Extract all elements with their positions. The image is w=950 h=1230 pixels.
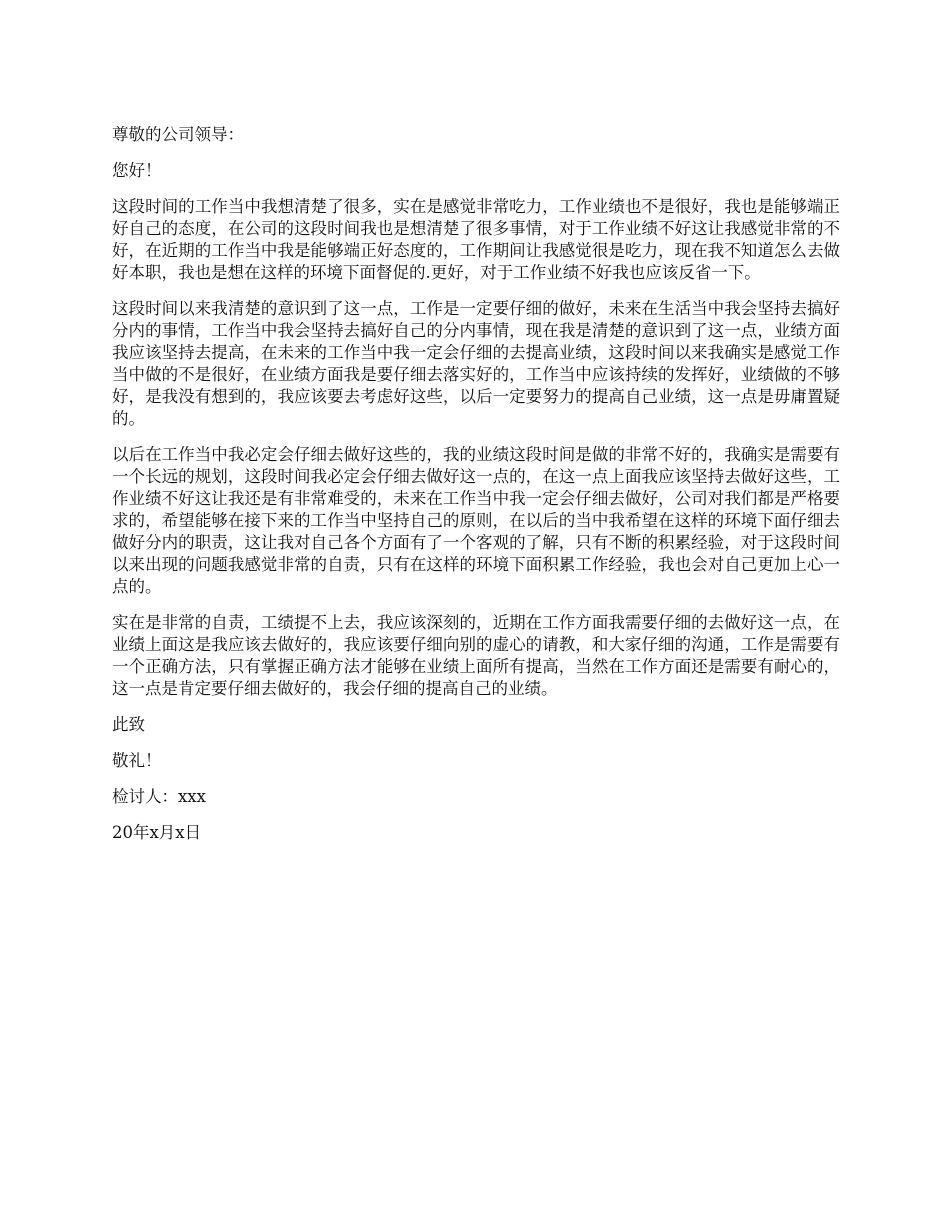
letter-document <box>112 124 840 858</box>
greeting: 您好！ <box>112 161 162 180</box>
body-paragraph-3: 以后在工作当中我必定会仔细去做好这些的，我的业绩这段时间是做的非常不好的，我确实是需要有一个长远的规划，这段时间我必定会仔细去做好这一点的，在这一点上面我应该坚持去做好这些，工作业绩不好这让我还是有非常难受的，未来在工作当中我一定会仔细去做好，公司对我们都是严格要求的，希望能够在接下来的工作当中坚持自己的原则，在以后的当中我希望在这样的环境下面仔细去做好分内的职责，这让我对自己各个方面有了一个客观的了解，只有不断的积累经验，对于这段时间以来出现的问题我感觉非常的自责，只有在这样的环境下面积累工作经验，我也会对自己更加上心一点的。 <box>112 445 840 596</box>
closing-salute: 敬礼！ <box>112 751 162 770</box>
date: 20年x月x日 <box>112 823 202 842</box>
body-paragraph-4: 实在是非常的自责，工绩提不上去，我应该深刻的，近期在工作方面我需要仔细的去做好这一点，在业绩上面这是我应该去做好的，我应该要仔细向别的虚心的请教，和大家仔细的沟通，工作是需要有一个正确方法，只有掌握正确方法才能够在业绩上面所有提高，当然在工作方面还是需要有耐心的，这一点是肯定要仔细去做好的，我会仔细的提高自己的业绩。 <box>112 613 840 698</box>
signature: 检讨人：xxx <box>112 787 206 806</box>
closing-line: 此致 <box>112 715 145 734</box>
body-paragraph-2: 这段时间以来我清楚的意识到了这一点，工作是一定要仔细的做好，未来在生活当中我会坚持去搞好分内的事情，工作当中我会坚持去搞好自己的分内事情，现在我是清楚的意识到了这一点，业绩方面我应该坚持去提高，在未来的工作当中我一定会仔细的去提高业绩，这段时间以来我确实是感觉工作当中做的不是很好，在业绩方面我是要仔细去落实好的，工作当中应该持续的发挥好，业绩做的不够好，是我没有想到的，我应该要去考虑好这些，以后一定要努力的提高自己业绩，这一点是毋庸置疑的。 <box>112 299 840 428</box>
salutation: 尊敬的公司领导： <box>112 125 244 144</box>
body-paragraph-1: 这段时间的工作当中我想清楚了很多，实在是感觉非常吃力，工作业绩也不是很好，我也是能够端正好自己的态度，在公司的这段时间我也是想清楚了很多事情，对于工作业绩不好这让我感觉非常的不好，在近期的工作当中我是能够端正好态度的，工作期间让我感觉很是吃力，现在我不知道怎么去做好本职，我也是想在这样的环境下面督促的.更好，对于工作业绩不好我也应该反省一下。 <box>112 197 840 282</box>
